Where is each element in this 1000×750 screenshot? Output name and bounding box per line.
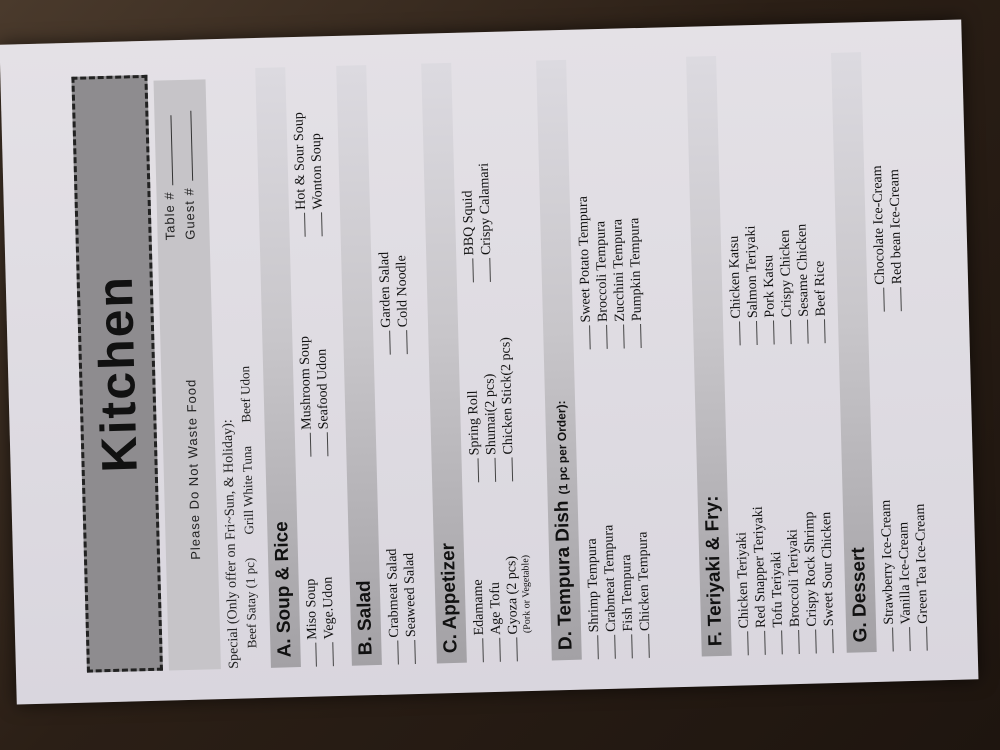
table-number-field bbox=[158, 115, 177, 240]
menu-item: Gyoza (2 pcs) bbox=[503, 555, 523, 662]
section-c-col2 bbox=[463, 337, 518, 483]
gyoza-note: (Pork or Vegetable) bbox=[520, 554, 534, 634]
menu-item: Broccoli Teriyaki bbox=[784, 505, 805, 654]
menu-item: Sesame Chicken bbox=[793, 224, 813, 344]
menu-item: Cold Noodle bbox=[393, 251, 413, 354]
section-d-col2 bbox=[575, 195, 647, 350]
section-d-note: (1 pc per Order): bbox=[554, 400, 571, 495]
section-f-header bbox=[686, 56, 732, 657]
section-d-header bbox=[536, 60, 582, 661]
menu-item: Crabmeat Salad bbox=[384, 548, 404, 664]
info-band bbox=[154, 79, 221, 670]
table-blank bbox=[158, 115, 173, 185]
menu-paper bbox=[0, 20, 978, 705]
section-a-col2 bbox=[296, 335, 333, 457]
menu-item: Red Snapper Teriyaki bbox=[750, 506, 771, 655]
section-g-col1 bbox=[878, 499, 933, 652]
menu-item: Garden Salad bbox=[376, 252, 396, 355]
menu-item: Spring Roll bbox=[463, 338, 484, 483]
menu-item: Pumpkin Tempura bbox=[626, 195, 647, 349]
section-g-col2 bbox=[869, 165, 907, 312]
menu-item: Chicken Tempura bbox=[634, 524, 655, 659]
menu-item: Chicken Teriyaki bbox=[733, 507, 754, 656]
section-b-title: B. Salad bbox=[353, 580, 377, 656]
menu-item: Shrimp Tempura bbox=[583, 525, 604, 660]
special-item: Grill White Tuna bbox=[239, 445, 257, 535]
guest-blank bbox=[178, 111, 193, 181]
menu-item: Salmon Teriyaki bbox=[743, 225, 763, 345]
guest-label: Guest # bbox=[181, 187, 198, 240]
section-c-col1 bbox=[469, 555, 534, 663]
section-g-header bbox=[831, 52, 877, 653]
special-item: Beef Udon bbox=[237, 365, 254, 423]
menu-item: Sweet Potato Tempura bbox=[575, 196, 596, 350]
menu-item: Strawberry Ice-Cream bbox=[878, 500, 899, 652]
menu-item: Zucchini Tempura bbox=[609, 195, 630, 349]
section-g-title: G. Dessert bbox=[847, 547, 872, 643]
section-d-title: D. Tempura Dish(1 pc per Order): bbox=[551, 400, 577, 651]
section-f-col2 bbox=[726, 223, 831, 346]
menu-item: Beef Rice bbox=[810, 223, 830, 343]
kitchen-header-box bbox=[71, 75, 163, 673]
section-b-col1 bbox=[384, 548, 421, 665]
menu-item: Sweet Sour Chicken bbox=[818, 504, 839, 653]
guest-number-field bbox=[178, 111, 197, 240]
section-c-header bbox=[421, 63, 467, 664]
menu-item: Chocolate Ice-Cream bbox=[869, 165, 890, 312]
special-title: Special (Only offer on Fri~Sun, & Holiday): bbox=[220, 419, 242, 669]
menu-item: Age Tofu bbox=[486, 556, 506, 663]
menu-item: Hot & Sour Soup bbox=[290, 112, 310, 237]
menu-item: Mushroom Soup bbox=[296, 336, 316, 457]
menu-item: Wonton Soup bbox=[307, 112, 327, 237]
section-a-title: A. Soup & Rice bbox=[271, 521, 296, 658]
no-waste-notice: Please Do Not Waste Food bbox=[183, 378, 204, 560]
section-c-title: C. Appetizer bbox=[437, 542, 462, 654]
section-c-col3 bbox=[459, 163, 496, 283]
menu-item: Crispy Rock Shrimp bbox=[801, 505, 822, 654]
menu-item: Shumai(2 pcs) bbox=[480, 337, 501, 482]
menu-item: Chicken Katsu bbox=[726, 225, 746, 345]
menu-item: Pork Katsu bbox=[760, 225, 780, 345]
section-b-header bbox=[336, 65, 382, 666]
menu-item: Chicken Stick(2 pcs) bbox=[497, 337, 518, 482]
menu-item: Edamame bbox=[469, 556, 489, 663]
menu-item: BBQ Squid bbox=[459, 163, 479, 283]
menu-item: Crabmeat Tempura bbox=[600, 524, 621, 659]
section-f-col1 bbox=[733, 504, 839, 655]
menu-item: Vanilla Ice-Cream bbox=[895, 499, 916, 651]
page-title: Kitchen bbox=[86, 274, 148, 474]
menu-item: Seafood Udon bbox=[313, 335, 333, 456]
section-b-col2 bbox=[376, 251, 413, 355]
menu-item: Crispy Calamari bbox=[476, 163, 496, 283]
section-f-title: F. Teriyaki & Fry: bbox=[701, 495, 727, 647]
menu-canvas bbox=[31, 30, 947, 693]
menu-item: Red bean Ice-Cream bbox=[886, 165, 907, 312]
menu-item: Fish Tempura bbox=[617, 524, 638, 659]
menu-item: Crispy Chicken bbox=[776, 224, 796, 344]
section-d-col1 bbox=[583, 524, 654, 660]
menu-item: Tofu Teriyaki bbox=[767, 506, 788, 655]
section-a-col3 bbox=[290, 112, 327, 237]
menu-item: Green Tea Ice-Cream bbox=[912, 499, 933, 651]
menu-item: Broccoli Tempura bbox=[592, 196, 613, 350]
special-item: Beef Satay (1 pc) bbox=[242, 557, 260, 649]
menu-item: Seaweed Salad bbox=[401, 548, 421, 664]
section-a-col1 bbox=[303, 576, 339, 666]
menu-item: Vege.Udon bbox=[320, 576, 339, 666]
table-label: Table # bbox=[161, 191, 178, 241]
menu-item: Miso Soup bbox=[303, 577, 322, 667]
